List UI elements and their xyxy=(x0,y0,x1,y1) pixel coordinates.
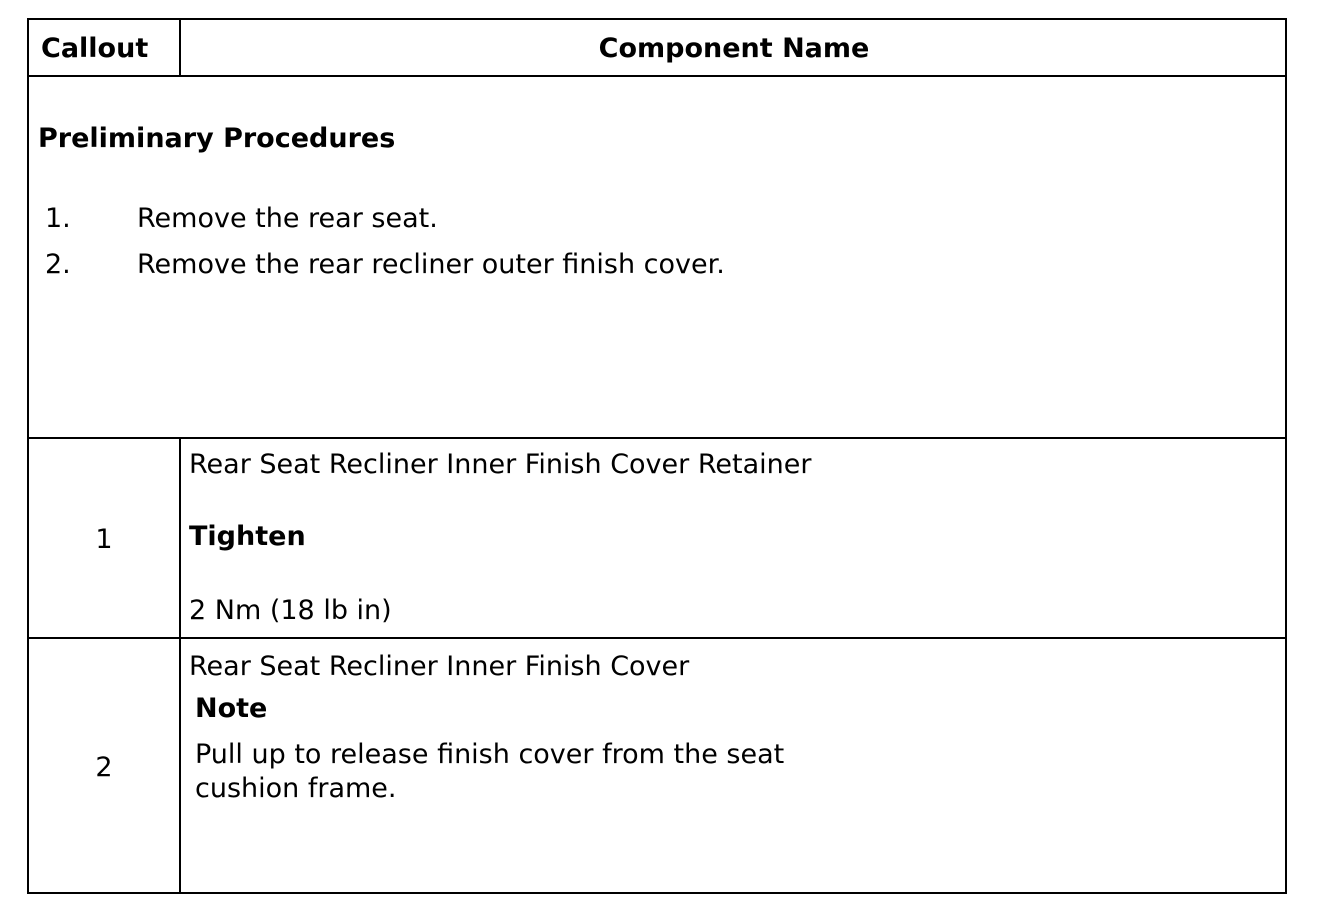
step-text: Remove the rear recliner outer finish cover. xyxy=(137,249,725,280)
procedure-table xyxy=(27,18,1287,894)
callout-number: 2 xyxy=(95,752,113,783)
note-text-line: cushion frame. xyxy=(195,773,397,804)
torque-value: 2 Nm (18 lb in) xyxy=(189,595,392,626)
row1-divider xyxy=(29,637,1285,639)
preliminary-divider xyxy=(29,437,1285,439)
header-component-name: Component Name xyxy=(598,33,870,64)
component-name: Rear Seat Recliner Inner Finish Cover Retainer xyxy=(189,449,812,480)
step-text: Remove the rear seat. xyxy=(137,203,438,234)
note-label: Note xyxy=(195,693,268,724)
note-text-line: Pull up to release finish cover from the seat xyxy=(195,739,785,770)
step-number: 1. xyxy=(45,203,71,234)
header-divider xyxy=(29,75,1285,77)
callout-number: 1 xyxy=(95,524,113,555)
tighten-label: Tighten xyxy=(189,521,306,552)
component-name: Rear Seat Recliner Inner Finish Cover xyxy=(189,651,690,682)
step-number: 2. xyxy=(45,249,71,280)
header-callout: Callout xyxy=(41,33,149,64)
preliminary-title: Preliminary Procedures xyxy=(38,123,396,154)
rows-column-divider xyxy=(179,437,181,894)
